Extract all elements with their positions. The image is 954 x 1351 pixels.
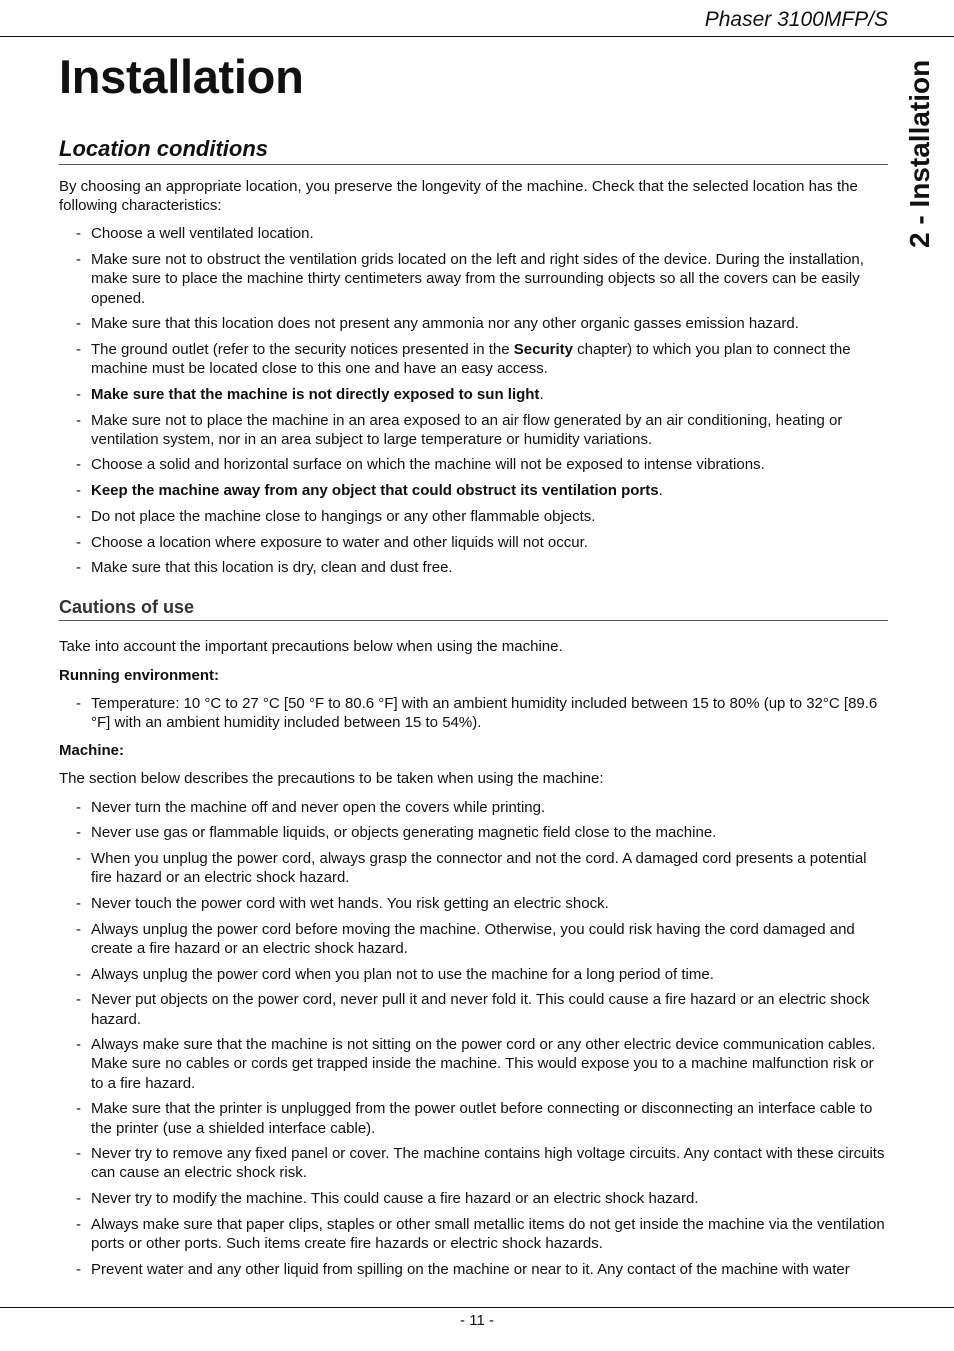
list-item [59, 250, 888, 308]
list-item [59, 1035, 888, 1093]
footer-rule [0, 1307, 954, 1308]
list-item-text: Never put objects on the power cord, never pull it and never fold it. This could cause a fire hazard or an electric shock hazard. [91, 991, 870, 1028]
list-dash-marker: - [76, 411, 81, 429]
list-item-emphasis: Make sure that the machine is not directly exposed to sun light [91, 385, 540, 403]
list-item [59, 965, 888, 984]
list-item-text: The ground outlet (refer to the security notices presented in the [91, 340, 514, 358]
list-item-text: Make sure not to place the machine in an area exposed to an air flow generated by an air conditioning, heating or ventilation system, nor in an area subject to large temperature or humidity variations. [91, 411, 843, 448]
list-dash-marker: - [76, 482, 81, 500]
list-dash-marker: - [76, 965, 81, 983]
list-item-text: Choose a solid and horizontal surface on which the machine will not be exposed to intense vibrations. [91, 456, 765, 474]
list-item [59, 385, 888, 404]
list-item [59, 1144, 888, 1182]
list-item [59, 1189, 888, 1208]
header-product-title: Phaser 3100MFP/S [704, 8, 888, 31]
list-dash-marker: - [76, 824, 81, 842]
list-dash-marker: - [76, 798, 81, 816]
list-dash-marker: - [76, 533, 81, 551]
running-environment-label: Running environment: [59, 666, 219, 684]
list-item [59, 694, 888, 732]
list-item [59, 224, 888, 243]
list-dash-marker: - [76, 340, 81, 358]
list-item-text: Always unplug the power cord before moving the machine. Otherwise, you could risk having the cord damaged and create a fire hazard or an electric shock hazard. [91, 920, 855, 957]
list-item [59, 823, 888, 842]
list-item-text: Never touch the power cord with wet hands. You risk getting an electric shock. [91, 894, 609, 912]
list-dash-marker: - [76, 559, 81, 577]
list-item-text: Never turn the machine off and never open the covers while printing. [91, 798, 546, 816]
list-item-text: Choose a well ventilated location. [91, 225, 314, 243]
list-item [59, 849, 888, 887]
list-dash-marker: - [76, 1215, 81, 1233]
list-item-emphasis: Keep the machine away from any object that could obstruct its ventilation ports [91, 482, 659, 500]
list-item [59, 1260, 888, 1279]
list-item-text: Do not place the machine close to hangings or any other flammable objects. [91, 507, 596, 525]
list-item [59, 1215, 888, 1253]
list-item-text: Prevent water and any other liquid from spilling on the machine or near to it. Any contact of the machine with water [91, 1260, 850, 1278]
list-item-text: Make sure that the printer is unplugged from the power outlet before connecting or disconnecting an interface cable to the printer (use a shielded interface cable). [91, 1100, 873, 1137]
list-item-text: Always unplug the power cord when you plan not to use the machine for a long period of time. [91, 965, 714, 983]
machine-precautions-list [59, 798, 888, 1279]
list-item [59, 894, 888, 913]
list-item-text: Make sure not to obstruct the ventilation grids located on the left and right sides of the device. During the installation, make sure to place the machine thirty centimeters away from the surrounding objects so all the covers can be easily opened. [91, 251, 864, 307]
list-dash-marker: - [76, 850, 81, 868]
list-dash-marker: - [76, 507, 81, 525]
list-dash-marker: - [76, 1145, 81, 1163]
list-dash-marker: - [76, 315, 81, 333]
list-dash-marker: - [76, 225, 81, 243]
list-item-text: Never use gas or flammable liquids, or objects generating magnetic field close to the machine. [91, 824, 717, 842]
cautions-of-use-heading: Cautions of use [59, 595, 888, 621]
list-dash-marker: - [76, 1036, 81, 1054]
list-item [59, 558, 888, 577]
list-item-text: Make sure that this location is dry, clean and dust free. [91, 559, 453, 577]
list-dash-marker: - [76, 251, 81, 269]
list-item-text: . [539, 385, 544, 403]
list-dash-marker: - [76, 991, 81, 1009]
list-item-emphasis: Security [513, 340, 573, 358]
list-dash-marker: - [76, 1100, 81, 1118]
list-item [59, 411, 888, 449]
list-item [59, 1099, 888, 1137]
list-item-text: . [658, 482, 663, 500]
header-rule [0, 36, 954, 37]
list-item-text: Never try to remove any fixed panel or cover. The machine contains high voltage circuits. Any contact with these circuits can cause an electric shock risk. [91, 1145, 885, 1182]
chapter-side-tab: 2 - Installation [904, 60, 935, 249]
list-item-text: Temperature: 10 °C to 27 °C [50 °F to 80.6 °F] with an ambient humidity included between 15 to 80% (up to 32°C [89.6 °F] with an ambient humidity included between 15 to 54%). [91, 694, 878, 732]
machine-intro: The section below describes the precautions to be taken when using the machine: [59, 770, 604, 788]
list-item [59, 798, 888, 817]
page-number: - 11 - [460, 1312, 494, 1329]
list-item-text: Choose a location where exposure to water and other liquids will not occur. [91, 533, 588, 551]
list-item-text: chapter) to which you plan to connect the machine must be located close to this one and have an easy access. [91, 340, 851, 378]
location-intro: By choosing an appropriate location, you preserve the longevity of the machine. Check that the selected location has the following characteristics: [59, 178, 858, 215]
list-dash-marker: - [76, 456, 81, 474]
running-environment-list [59, 694, 888, 732]
list-item [59, 340, 888, 378]
list-item [59, 990, 888, 1028]
list-item [59, 920, 888, 958]
cautions-intro: Take into account the important precautions below when using the machine. [59, 638, 563, 656]
list-dash-marker: - [76, 1260, 81, 1278]
list-item [59, 533, 888, 552]
list-item [59, 455, 888, 474]
list-item-text: Always make sure that the machine is not sitting on the power cord or any other electric device communication cables. Make sure no cables or cords get trapped inside the machine. This would expose you to a machine malfunction risk or to a fire hazard. [91, 1036, 876, 1092]
page-title: Installation [59, 50, 304, 103]
location-conditions-heading: Location conditions [59, 136, 888, 165]
list-dash-marker: - [76, 920, 81, 938]
list-dash-marker: - [76, 385, 81, 403]
list-dash-marker: - [76, 694, 81, 712]
location-list [59, 224, 888, 577]
list-dash-marker: - [76, 894, 81, 912]
list-item-text: Always make sure that paper clips, staples or other small metallic items do not get inside the machine via the ventilation ports or other ports. Such items create fire hazards or electric shock hazards. [91, 1215, 885, 1253]
list-item [59, 481, 888, 500]
list-item-text: When you unplug the power cord, always grasp the connector and not the cord. A damaged cord presents a potential fire hazard or an electric shock hazard. [91, 850, 867, 887]
list-dash-marker: - [76, 1190, 81, 1208]
list-item [59, 314, 888, 333]
page-content [59, 44, 888, 1279]
list-item-text: Never try to modify the machine. This could cause a fire hazard or an electric shock hazard. [91, 1190, 699, 1208]
list-item [59, 507, 888, 526]
machine-label: Machine: [59, 742, 125, 760]
list-item-text: Make sure that this location does not present any ammonia nor any other organic gasses emission hazard. [91, 315, 799, 333]
